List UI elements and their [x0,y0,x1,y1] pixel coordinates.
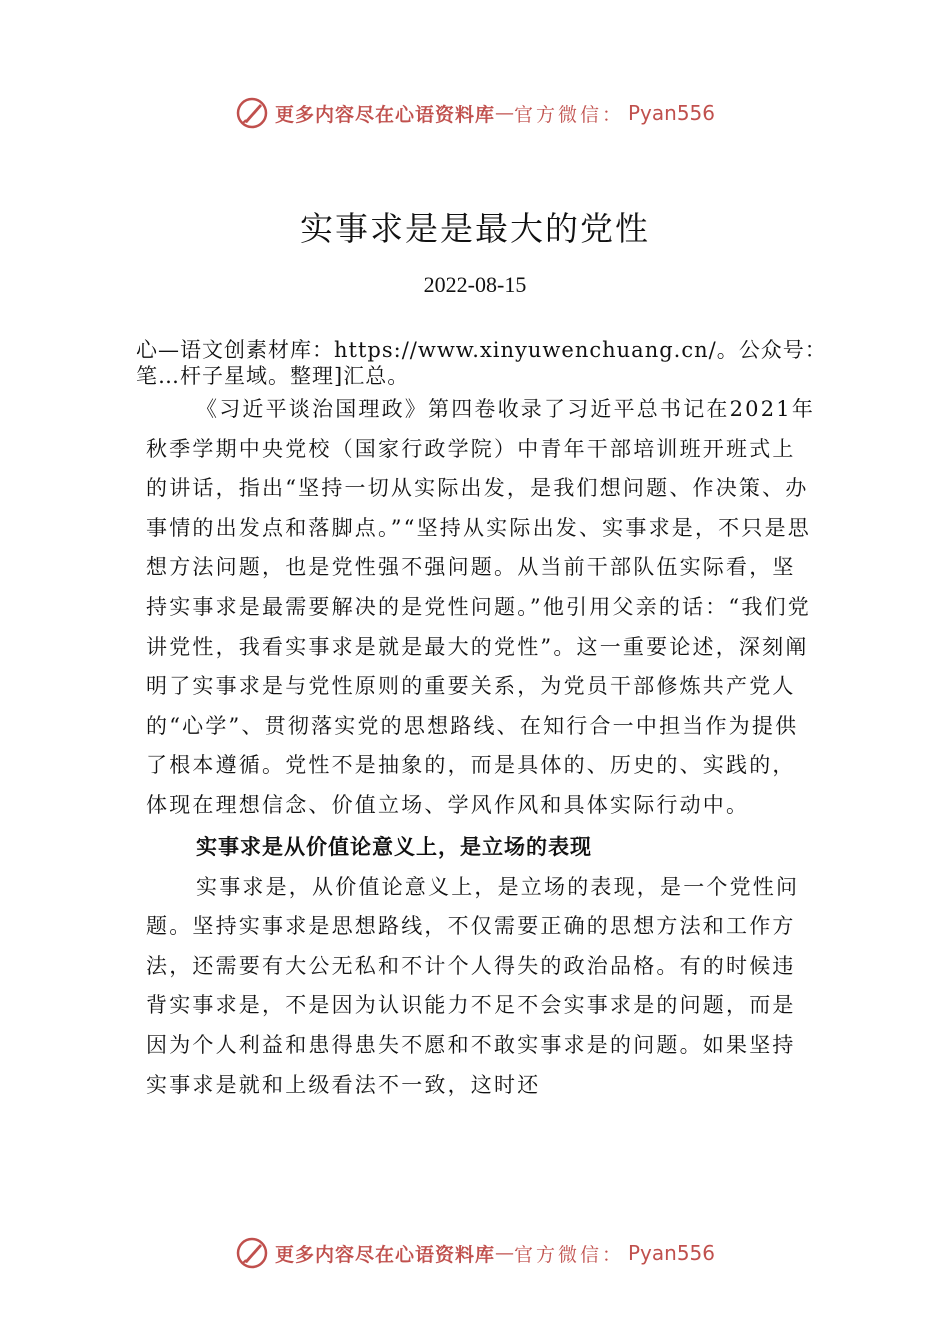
article-body [146,390,816,1105]
footer-banner [0,1233,950,1273]
header-banner [0,93,950,133]
wechat-label: 官方微信： [513,1243,624,1266]
paragraph: 实事求是，从价值论意义上，是立场的表现，是一个党性问题。坚持实事求是思想路线，不仅需要正确的思想方法和工作方法，还需要有大公无私和不计个人得失的政治品格。有的时候违背实事求是，不是因为认识能力不足不会实事求是的问题，而是因为个人利益和患得患失不愿和不敢实事求是的问题。如果坚持实事求是就和上级看法不一致，这时还 [146,874,800,1097]
quill-logo-icon [235,1236,269,1270]
wechat-label: 官方微信： [513,103,624,126]
section-heading: 实事求是从价值论意义上，是立场的表现 [196,834,592,859]
quill-logo-icon [235,96,269,130]
wechat-account: Pyan556 [628,101,716,125]
wechat-account: Pyan556 [628,1241,716,1265]
banner-separator: — [494,1242,514,1264]
banner-separator: — [494,102,514,124]
article-date: 2022-08-15 [423,272,527,297]
banner-text: 更多内容尽在心语资料库 [274,103,495,126]
article-title: 实事求是是最大的党性 [300,209,650,248]
banner-text: 更多内容尽在心语资料库 [274,1243,495,1266]
source-note: 心—语文创素材库：https://www.xinyuwenchuang.cn/。公众号：笔…杆子星域。整理]汇总。 [136,338,827,388]
paragraph: 《习近平谈治国理政》第四卷收录了习近平总书记在2021年秋季学期中央党校（国家行政学院）中青年干部培训班开班式上的讲话，指出“坚持一切从实际出发，是我们想问题、作决策、办事情的出发点和落脚点。”“坚持从实际出发、实事求是，不只是思想方法问题，也是党性强不强问题。从当前干部队伍实际看，坚持实事求是最需要解决的是党性问题。”他引用父亲的话：“我们党讲党性，我看实事求是就是最大的党性”。这一重要论述，深刻阐明了实事求是与党性原则的重要关系，为党员干部修炼共产党人的“心学”、贯彻落实党的思想路线、在知行合一中担当作为提供了根本遵循。党性不是抽象的，而是具体的、历史的、实践的，体现在理想信念、价值立场、学风作风和具体实际行动中。 [146,397,816,817]
